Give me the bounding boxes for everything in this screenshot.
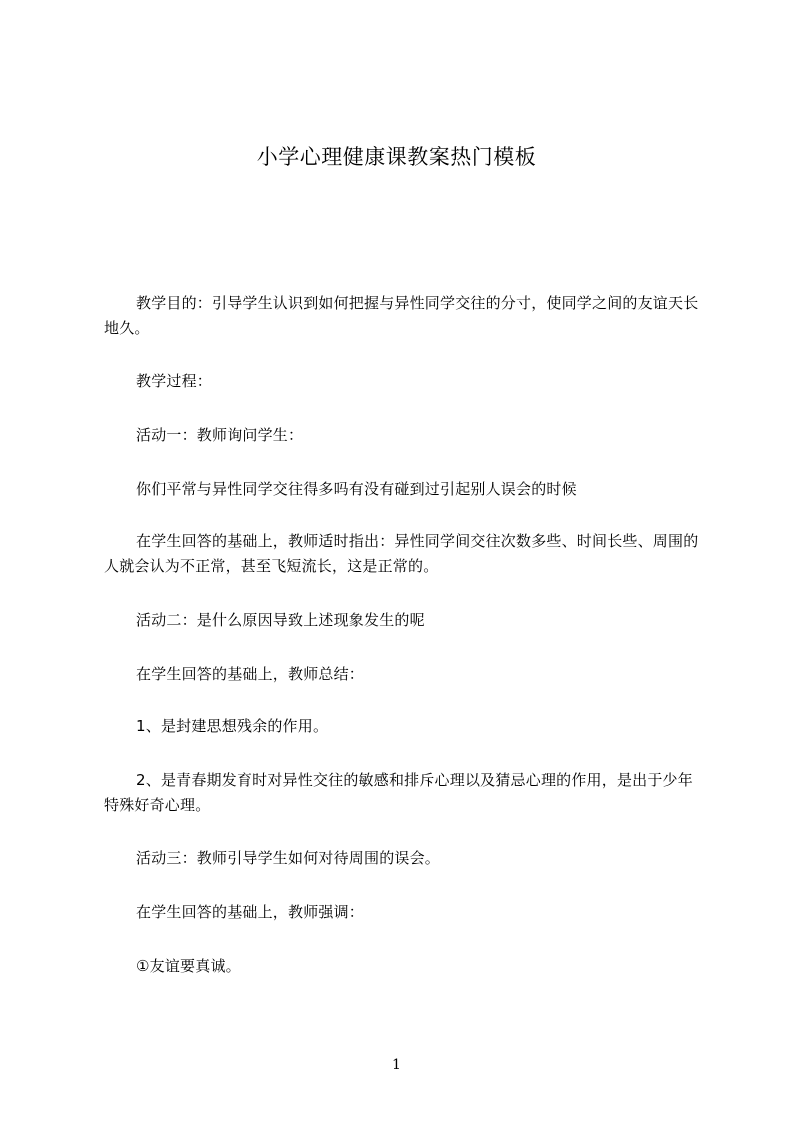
paragraph-teacher-emphasis: 在学生回答的基础上，教师强调： [136, 903, 365, 921]
paragraph-teaching-goal: 教学目的：引导学生认识到如何把握与异性同学交往的分寸，使同学之间的友谊天长地久。 [104, 294, 699, 337]
paragraph-teacher-points: 在学生回答的基础上，教师适时指出：异性同学间交往次数多些、时间长些、周围的人就会认为不正常，甚至飞短流长，这是正常的。 [104, 532, 699, 575]
page-number: 1 [392, 1057, 401, 1073]
document-title: 小学心理健康课教案热门模板 [256, 145, 537, 169]
paragraph-activity-two: 活动二：是什么原因导致上述现象发生的呢 [136, 611, 425, 629]
paragraph-friendship-sincere: ①友谊要真诚。 [136, 957, 241, 975]
paragraph-activity-one: 活动一：教师询问学生： [136, 426, 304, 444]
paragraph-teaching-process: 教学过程： [136, 372, 213, 390]
paragraph-reason-one: 1、是封建思想残余的作用。 [136, 717, 329, 735]
paragraph-activity-three: 活动三：教师引导学生如何对待周围的误会。 [136, 849, 441, 867]
paragraph-reason-two: 2、是青春期发育时对异性交往的敏感和排斥心理以及猜忌心理的作用，是出于少年特殊好奇心理。 [104, 771, 693, 814]
paragraph-teacher-summary: 在学生回答的基础上，教师总结： [136, 665, 365, 683]
paragraph-question: 你们平常与异性同学交往得多吗有没有碰到过引起别人误会的时候 [136, 480, 577, 498]
